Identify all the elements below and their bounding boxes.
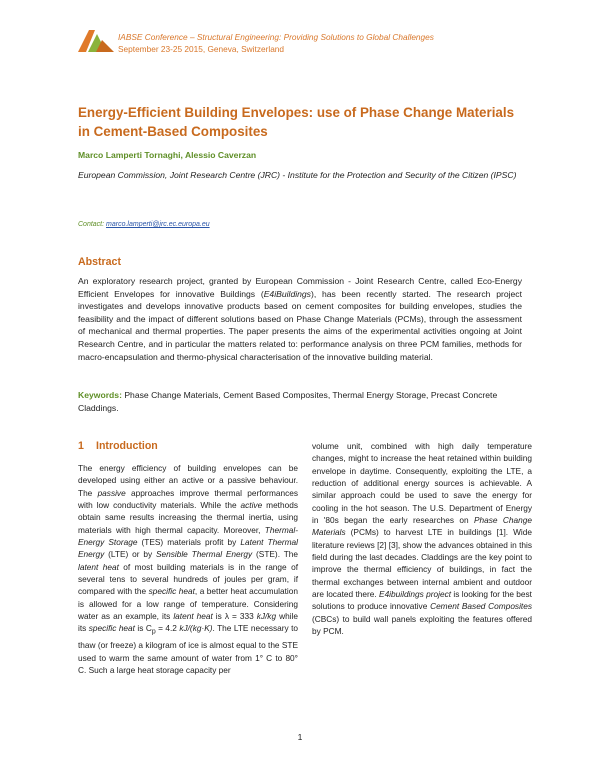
body-text: (TES) materials profit by bbox=[137, 537, 241, 548]
section-title: Introduction bbox=[96, 440, 158, 452]
body-text: is C bbox=[134, 623, 152, 634]
author-affiliation: European Commission, Joint Research Centre (JRC) - Institute for the Protection and Security of the Citizen (IPSC) bbox=[78, 170, 517, 180]
keywords-list: Phase Change Materials, Cement Based Composites, Thermal Energy Storage, Precast Concrete Claddings. bbox=[78, 390, 498, 413]
body-emphasis: latent heat bbox=[173, 611, 213, 622]
body-text: , a better heat accumulation is allowed for a low range of temperature. Considering water as an example, its bbox=[78, 586, 298, 622]
paper-title: Energy-Efficient Building Envelopes: use of Phase Change Materials in Cement-Based Composites bbox=[78, 105, 515, 139]
conference-title: IABSE Conference – Structural Engineering: Providing Solutions to Global Challenges bbox=[118, 32, 434, 42]
body-text: = 4.2 bbox=[155, 623, 180, 634]
body-emphasis: active bbox=[240, 500, 263, 511]
contact-label: Contact: bbox=[78, 221, 107, 228]
body-text: The energy efficiency of building envelopes can be developed using either an active or a passive behaviour. The bbox=[78, 463, 298, 498]
abstract-part: An exploratory research project, granted by European Commission - Joint Research Centre, called Eco-Energy Efficient Envelopes for innovative Buildings ( bbox=[78, 276, 522, 299]
body-text: methods obtain same results increasing the thermal inertia, using materials with high thermal capacity. Moreover, bbox=[78, 500, 298, 535]
body-text: while its bbox=[78, 611, 299, 634]
abstract-heading: Abstract bbox=[78, 256, 121, 268]
body-text: volume unit, combined with high daily temperature changes, might to increase the heat retained within building envelope in daytime. Consequently, exploiting the LTE, a reduction of additional energy sources is achievable. A similar approach could be used to save the energy for cooling in the hot season. The U.S. Department of Energy in '80s began the early researches on bbox=[312, 441, 532, 526]
paper-authors: Marco Lamperti Tornaghi, Alessio Caverzan bbox=[78, 150, 257, 160]
body-text: (LTE) or by bbox=[104, 549, 156, 560]
body-emphasis: Sensible Thermal Energy bbox=[155, 549, 253, 560]
body-text: approaches improve thermal performances with low conductivity materials. While the bbox=[78, 487, 298, 511]
body-emphasis: passive bbox=[97, 487, 126, 498]
contact-line bbox=[78, 221, 210, 228]
body-text: of most building materials is in the range of several tens to several hundreds of joules per gram, if compared with the bbox=[78, 561, 298, 597]
body-emphasis: specific heat bbox=[148, 586, 195, 597]
body-column-right bbox=[312, 440, 532, 638]
body-emphasis: Thermal-Energy Storage bbox=[78, 524, 298, 548]
body-emphasis: Latent Thermal Energy bbox=[78, 537, 298, 560]
body-text: . The LTE necessary to thaw (or freeze) a kilogram of ice is almost equal to the STE used to warm the same amount of water from 1° C to 80° C. Such a large heat storage capacity per bbox=[78, 623, 299, 676]
abstract-text bbox=[78, 275, 522, 363]
body-emphasis: kJ/(kg·K) bbox=[179, 623, 213, 634]
body-emphasis: Phase Change Materials bbox=[312, 515, 532, 538]
body-text: (CBCs) to build wall panels exploiting the features offered by PCM. bbox=[312, 613, 532, 637]
body-emphasis: specific heat bbox=[88, 623, 135, 634]
abstract-part: ), has been recently started. The research project investigates and develops innovative products based on cement composites for building envelopes, studies the feasibility and the impact of different solutions based on Phase Change Materials (PCMs), through the assessment of mechanical and thermal properties. The paper presents the aims of the experimental activities ongoing at Joint Research Centre, and in particular the matters related to: performance analysis on three PCM families, methods for macro-encapsulation and thermo-physical characterisation of the innovative building material. bbox=[78, 288, 522, 362]
section-number: 1 bbox=[78, 440, 84, 452]
body-emphasis: Cement Based Composites bbox=[430, 601, 532, 612]
conference-date-location: September 23-25 2015, Geneva, Switzerland bbox=[118, 44, 285, 54]
body-emphasis: kJ/kg bbox=[256, 611, 277, 622]
body-text: is λ = 333 bbox=[212, 611, 257, 622]
body-column-left bbox=[78, 462, 298, 677]
abstract-emphasis: E4iBuildings bbox=[263, 288, 311, 299]
body-emphasis: E4ibuildings project bbox=[379, 589, 452, 600]
section-heading bbox=[78, 440, 158, 452]
keywords bbox=[78, 389, 522, 414]
body-text: is looking for the best solutions to produce innovative bbox=[312, 589, 532, 612]
page-number: 1 bbox=[297, 732, 303, 742]
conference-header bbox=[118, 31, 434, 55]
body-text: (PCMs) to harvest LTE in buildings [1]. Wide literature reviews [2] [3], show the advances obtained in this field during the last decades. Claddings are the key point to improve the thermal efficiency of buildings, in fact the thermal exchanges between internal ambient and outdoor are located there. bbox=[312, 527, 532, 600]
body-text: (STE). The bbox=[252, 549, 298, 560]
body-emphasis: latent heat bbox=[78, 561, 119, 572]
keywords-label: Keywords: bbox=[78, 390, 125, 400]
contact-email-link[interactable]: marco.lamperti@jrc.ec.europa.eu bbox=[106, 221, 210, 228]
subscript: p bbox=[151, 629, 156, 637]
iabse-logo bbox=[78, 30, 114, 52]
